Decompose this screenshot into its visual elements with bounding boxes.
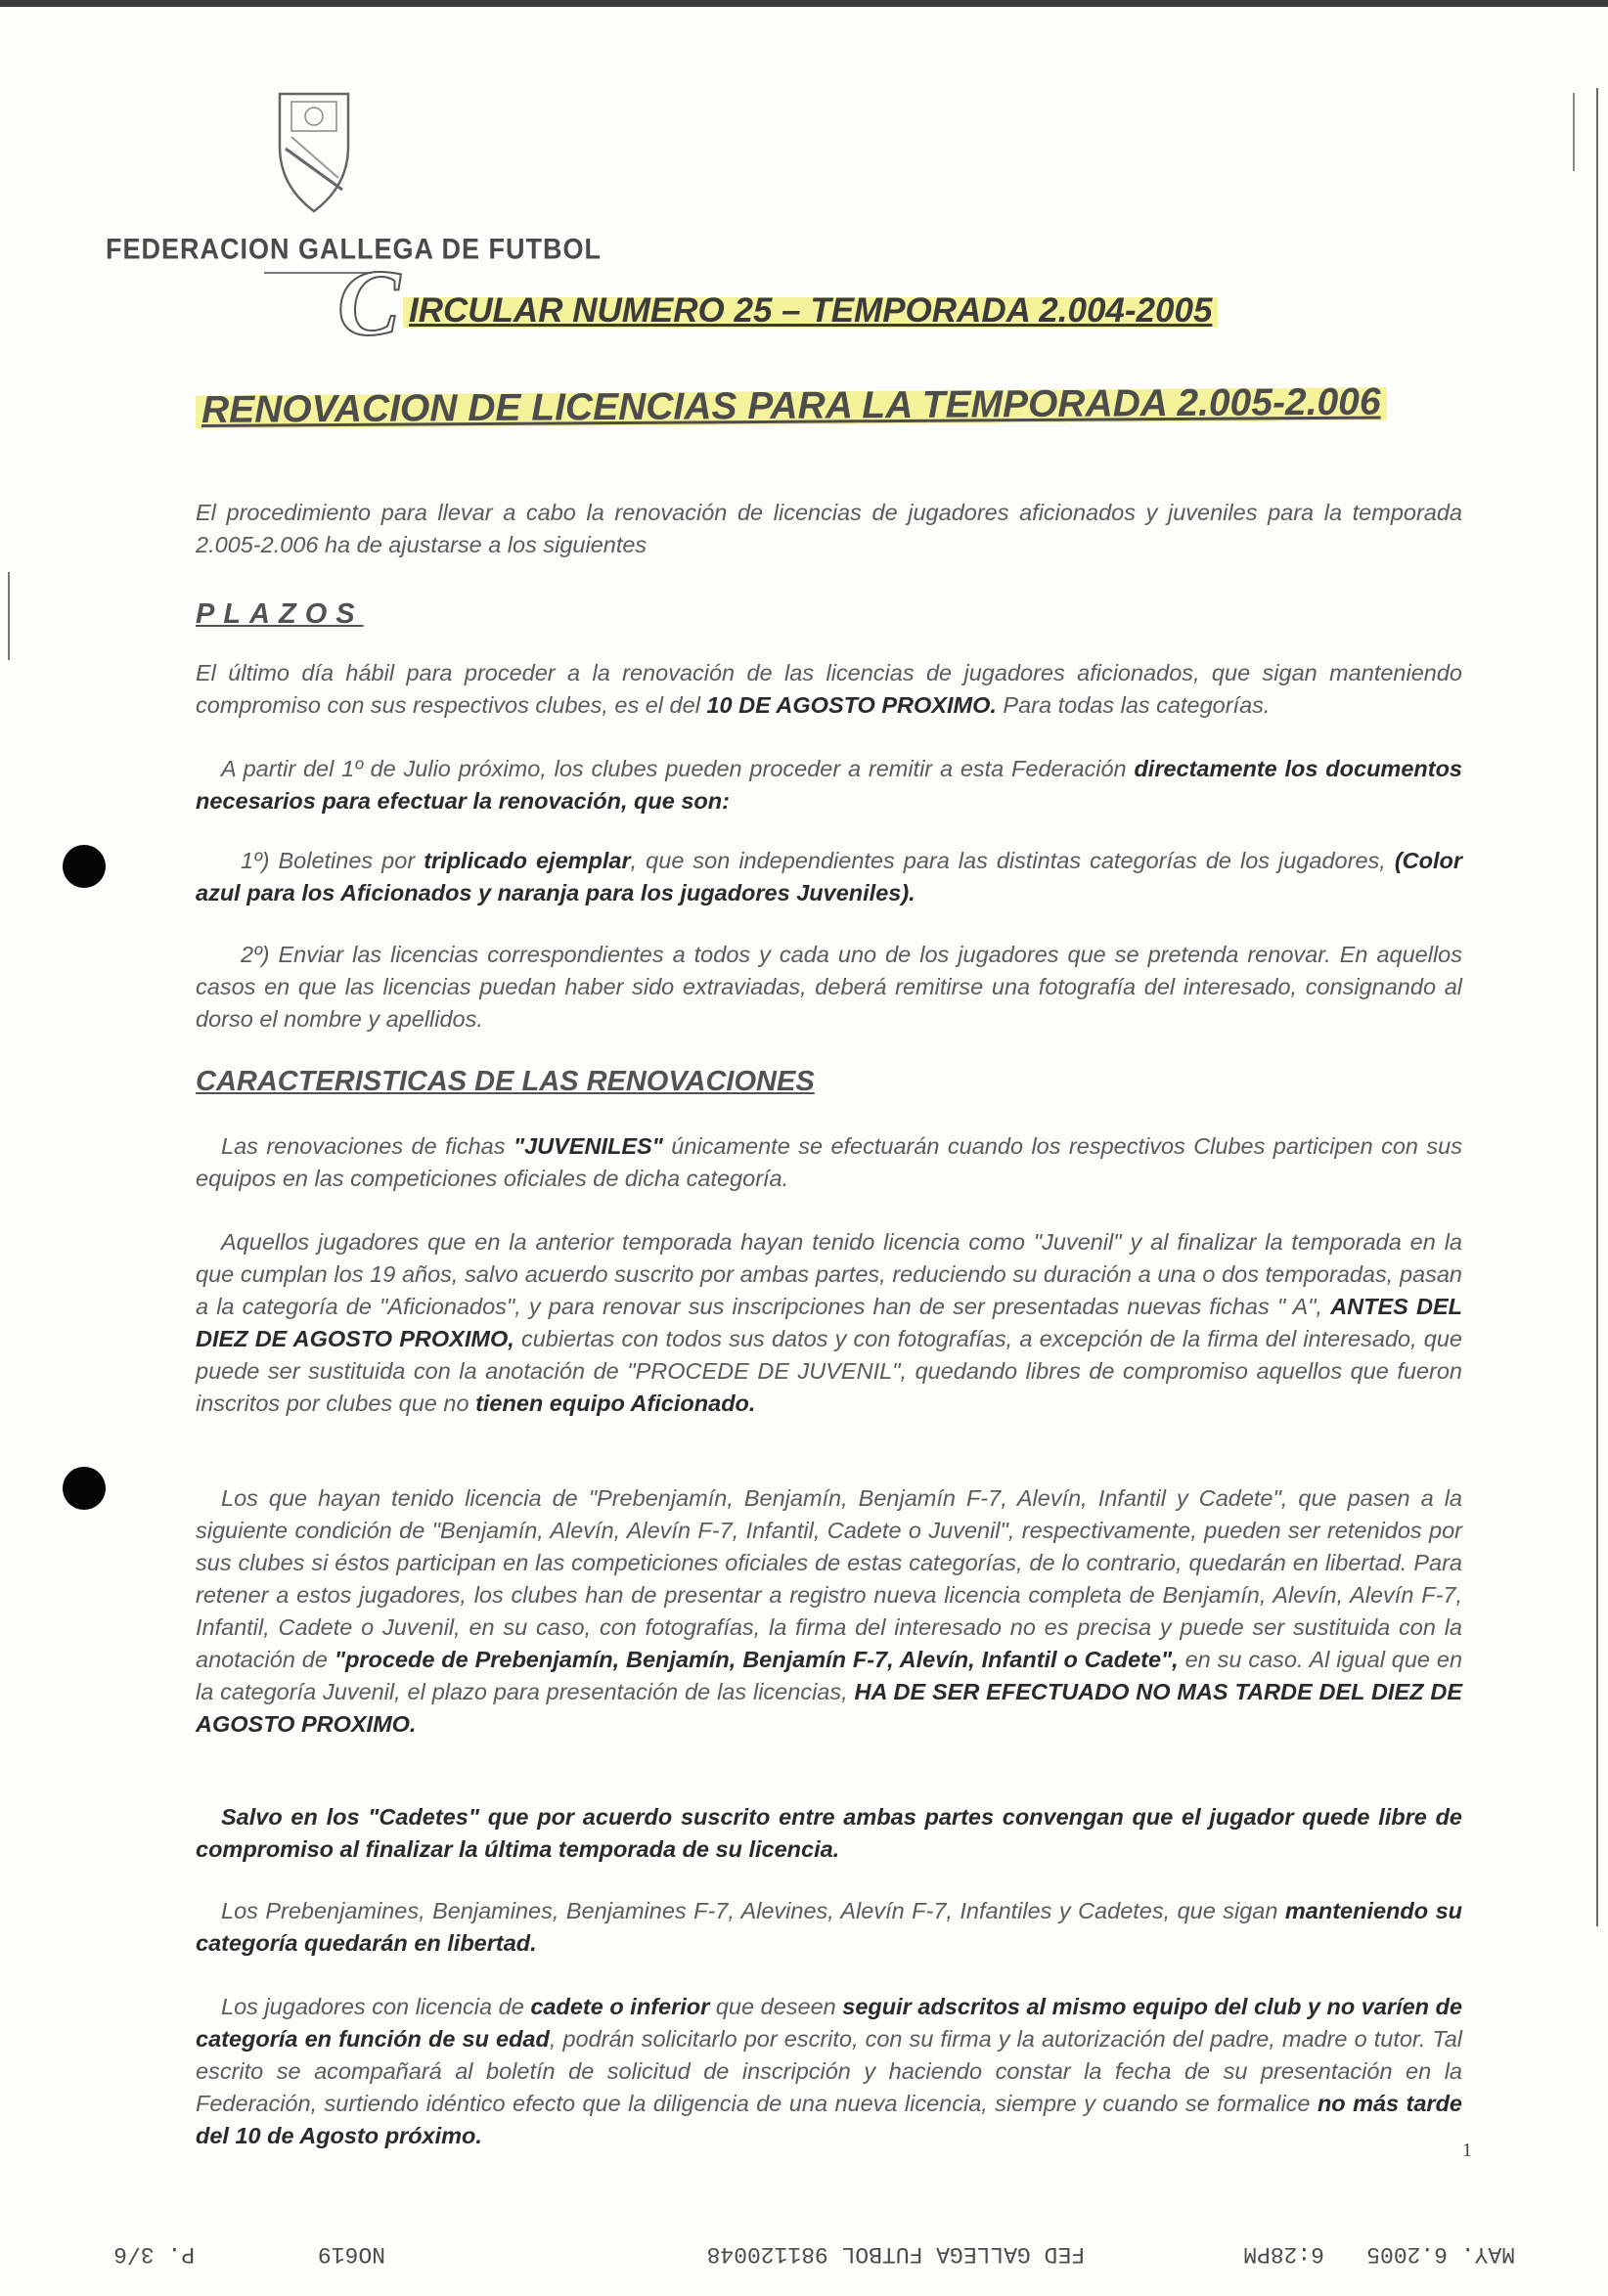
plazos-p2-emph: directamente los documentos necesarios para efectuar la renovación, que son: — [196, 756, 1462, 814]
fax-sender: FED GALLEGA FUTBOL 981120048 — [706, 2241, 1085, 2267]
car-p6-text-2: que deseen — [715, 1994, 836, 2019]
plazos-p1-text: El último día hábil para proceder a la renovación de las licencias de jugadores aficionados, que sigan manteniendo compromiso con sus respectivos clubes, es el del — [196, 660, 1462, 718]
fax-doc-number: NO619 — [317, 2241, 385, 2267]
punch-hole-bottom — [63, 1467, 106, 1510]
section-title: RENOVACION DE LICENCIAS PARA LA TEMPORADA 2.005-2.006 — [196, 381, 1387, 432]
item1-text-2: , que son independientes para las distintas categorías de los jugadores, — [630, 848, 1386, 873]
caracteristicas-paragraph-2 — [196, 1226, 1462, 1420]
scan-edge-right-mark — [1573, 93, 1575, 171]
car-p3-text: Los que hayan tenido licencia de "Prebenjamín, Benjamín, Benjamín F-7, Alevín, Infantil y Cadete", que pasen a la siguiente condición de "Benjamín, Alevín, Alevín F-7, Infantil, Cadete o Juvenil", respectivamente, pueden ser retenidos por sus clubes si éstos participan en las competiciones oficiales de estas categorías, de lo contrario, quedarán en libertad. Para retener a estos jugadores, los clubes han de presentar a registro nueva licencia completa de Benjamín, Alevín, Alevín F-7, Infantil, Cadete o Juvenil, en su caso, con fotografías, la firma del interesado no es precisa y puede ser sustituida con la anotación de — [196, 1485, 1462, 1672]
fax-time: 6:28PM — [1243, 2241, 1324, 2267]
caracteristicas-paragraph-1 — [196, 1130, 1462, 1195]
scan-edge-top — [0, 0, 1608, 7]
item2-text: 2º) Enviar las licencias correspondientes a todos y cada uno de los jugadores que se pretenda renovar. En aquellos casos en que las licencias puedan haber sido extraviadas, deberá remitirse una fotografía del interesado, consignando al dorso el nombre y apellidos. — [196, 942, 1462, 1032]
scan-edge-right — [1596, 88, 1598, 1926]
car-p2-emph: tienen equipo Aficionado. — [475, 1391, 756, 1416]
intro-paragraph — [196, 497, 1462, 561]
scan-edge-left-mark — [8, 572, 10, 660]
caracteristicas-heading: CARACTERISTICAS DE LAS RENOVACIONES — [196, 1066, 815, 1097]
car-p6-cadete: cadete o inferior — [530, 1994, 710, 2019]
car-p2-text-2: cubiertas con todos sus datos y con fotografías, a excepción de la firma del interesado, que puede ser sustituida con la anotación de "PROCEDE DE JUVENIL", quedando libres de compromiso aquellos que fueron inscritos por clubes que no — [196, 1326, 1462, 1416]
car-p3-text-2: en su caso. Al igual que en la categoría Juvenil, el plazo para presentación de las licencias, — [196, 1647, 1463, 1704]
plazos-heading: PLAZOS — [196, 598, 364, 630]
car-p6-text-3: , podrán solicitarlo por escrito, con su firma y la autorización del padre, madre o tutor. Tal escrito se acompañará al boletín de solicitud de inscripción y haciendo constar la fecha de su presentación en la Federación, surtiendo idéntico efecto que la diligencia de una nueva licencia, siempre y cuando se formalice — [196, 2026, 1462, 2116]
punch-hole-top — [63, 845, 106, 888]
circular-title: IRCULAR NUMERO 25 – TEMPORADA 2.004-2005 — [403, 291, 1218, 331]
plazos-item-2 — [196, 939, 1462, 1036]
plazos-p1-tail: Para todas las categorías. — [1003, 692, 1271, 718]
car-p4-text: Salvo en los "Cadetes" que por acuerdo suscrito entre ambas partes convengan que el jugador quede libre de compromiso al finalizar la última temporada de su licencia. — [196, 1804, 1462, 1862]
intro-text: El procedimiento para llevar a cabo la renovación de licencias de jugadores aficionados y juveniles para la temporada 2.005-2.006 ha de ajustarse a los siguientes — [196, 500, 1462, 557]
caracteristicas-paragraph-6 — [196, 1991, 1462, 2152]
caracteristicas-paragraph-4 — [196, 1801, 1462, 1866]
fax-page: P. 3/6 — [113, 2241, 195, 2267]
item1-text: 1º) Boletines por — [241, 848, 416, 873]
plazos-p2-text: A partir del 1º de Julio próximo, los clubes pueden proceder a remitir a esta Federación — [221, 756, 1127, 781]
car-p2-deadline: ANTES DEL DIEZ DE AGOSTO PROXIMO, — [196, 1294, 1462, 1351]
car-p1-tail: únicamente se efectuarán cuando los respectivos Clubes participen con sus equipos en las competiciones oficiales de dicha categoría. — [196, 1133, 1463, 1191]
item1-colors: (Color azul para los Aficionados y naranja para los jugadores Juveniles). — [196, 848, 1463, 905]
plazos-paragraph-1 — [196, 657, 1462, 722]
car-p5-emph: manteniendo su categoría quedarán en libertad. — [196, 1898, 1462, 1956]
plazos-deadline: 10 DE AGOSTO PROXIMO. — [706, 692, 997, 718]
federation-crest-logo — [274, 88, 354, 215]
circular-initial: C — [337, 250, 401, 355]
caracteristicas-paragraph-5 — [196, 1895, 1462, 1960]
plazos-paragraph-2 — [196, 753, 1462, 817]
organization-name: FEDERACION GALLEGA DE FUTBOL — [106, 233, 602, 265]
car-p5-text: Los Prebenjamines, Benjamines, Benjamines F-7, Alevines, Alevín F-7, Infantiles y Cadetes, que sigan — [221, 1898, 1278, 1923]
page-number: 1 — [1462, 2140, 1472, 2161]
car-p3-deadline: HA DE SER EFECTUADO NO MAS TARDE DEL DIEZ DE AGOSTO PROXIMO. — [196, 1679, 1463, 1737]
item1-emph: triplicado ejemplar — [424, 848, 631, 873]
fax-date: MAY. 6.2005 — [1366, 2241, 1515, 2267]
caracteristicas-paragraph-3 — [196, 1482, 1462, 1741]
car-p1-juveniles: "JUVENILES" — [513, 1133, 663, 1159]
fax-header-line — [0, 2228, 1608, 2276]
car-p3-annotation: "procede de Prebenjamín, Benjamín, Benjamín F-7, Alevín, Infantil o Cadete", — [334, 1647, 1179, 1672]
car-p6-text: Los jugadores con licencia de — [221, 1994, 524, 2019]
car-p6-deadline: no más tarde del 10 de Agosto próximo. — [196, 2091, 1462, 2148]
car-p1-text: Las renovaciones de fichas — [221, 1133, 506, 1159]
car-p6-emph: seguir adscritos al mismo equipo del club y no varíen de categoría en función de su edad — [196, 1994, 1463, 2052]
plazos-item-1 — [196, 845, 1462, 909]
car-p2-text: Aquellos jugadores que en la anterior temporada hayan tenido licencia como "Juvenil" y al finalizar la temporada en la que cumplan los 19 años, salvo acuerdo suscrito por ambas partes, reduciendo su duración a una o dos temporadas, pasan a la categoría de "Aficionados", y para renovar sus inscripciones han de ser presentadas nuevas fichas " A", — [196, 1229, 1462, 1319]
